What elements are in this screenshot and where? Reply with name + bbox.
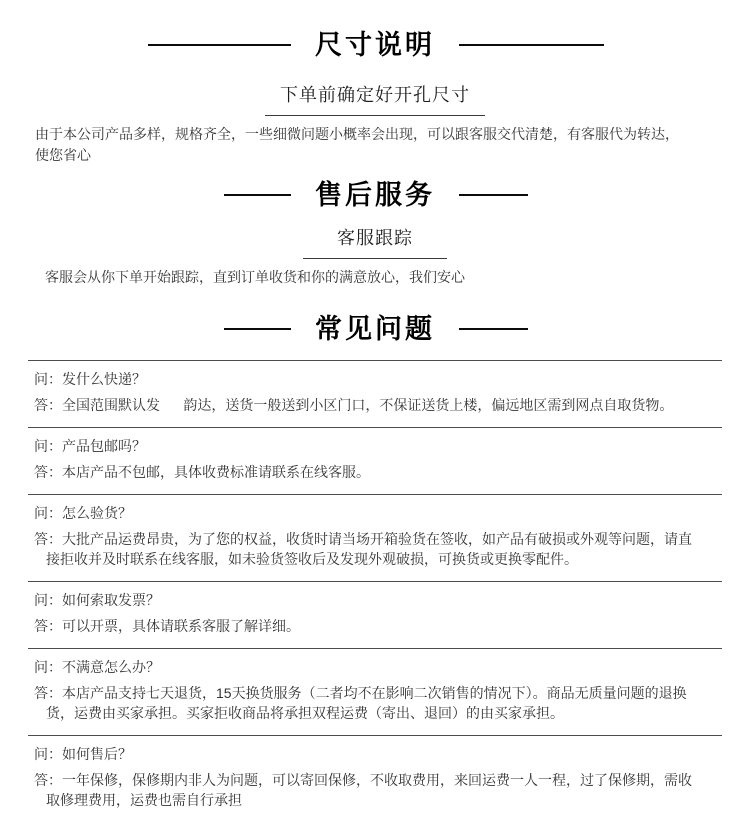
after-sales-header [0,178,750,212]
faq-answer: 答：大批产品运费昂贵，为了您的权益，收货时请当场开箱验货在签收，如产品有破损或外观等问题，请直接拒收并及时联系在线客服，如未验货签收后及发现外观破损，可换货或更换零配件。 [34,531,692,567]
after-sales-title: 售后服务 [291,178,459,212]
faq-question: 问：不满意怎么办？ [34,659,160,675]
faq-item-warranty [28,735,722,822]
size-section-header [0,28,750,62]
size-section-title: 尺寸说明 [291,28,459,62]
faq-question: 问：如何售后？ [34,746,132,762]
faq-item-free-shipping [28,427,722,494]
faq-question: 问：怎么验货？ [34,505,132,521]
after-sales-subtitle-row [0,228,750,259]
faq-answer: 答：一年保修，保修期内非人为问题，可以寄回保修，不收取费用，来回运费一人一程，过了保修期，需收取修理费用，运费也需自行承担 [34,772,692,808]
faq-title: 常见问题 [291,312,459,346]
faq-item-inspection [28,494,722,581]
size-subtitle-row [0,85,750,116]
faq-section [0,312,750,830]
size-section-subtitle: 下单前确定好开孔尺寸 [265,85,485,116]
faq-item-invoice [28,581,722,648]
faq-answer: 答：全国范围默认发 韵达，送货一般送到小区门口，不保证送货上楼，偏远地区需到网点自取货物。 [34,397,674,413]
faq-item-shipping [28,360,722,427]
faq-item-returns [28,648,722,735]
faq-list [0,360,750,830]
faq-header [0,312,750,346]
size-section [0,28,750,166]
faq-question: 问：产品包邮吗？ [34,438,146,454]
faq-answer: 答：可以开票，具体请联系客服了解详细。 [34,618,300,634]
faq-answer: 答：本店产品不包邮，具体收费标准请联系在线客服。 [34,464,370,480]
faq-question: 问：发什么快递？ [34,371,146,387]
faq-answer: 答：本店产品支持七天退货，15天换货服务（二者均不在影响二次销售的情况下）。商品无质量问题的退换货，运费由买家承担。买家拒收商品将承担双程运费（寄出、退回）的由买家承担。 [34,685,687,721]
product-info-page [0,28,750,830]
after-sales-section [0,178,750,288]
size-section-body: 由于本公司产品多样，规格齐全，一些细微问题小概率会出现，可以跟客服交代清楚，有客服代为转达，使您省心 [35,126,679,163]
after-sales-body: 客服会从你下单开始跟踪，直到订单收货和你的满意放心，我们安心 [45,269,465,285]
faq-question: 问：如何索取发票？ [34,592,160,608]
after-sales-subtitle: 客服跟踪 [303,228,447,259]
